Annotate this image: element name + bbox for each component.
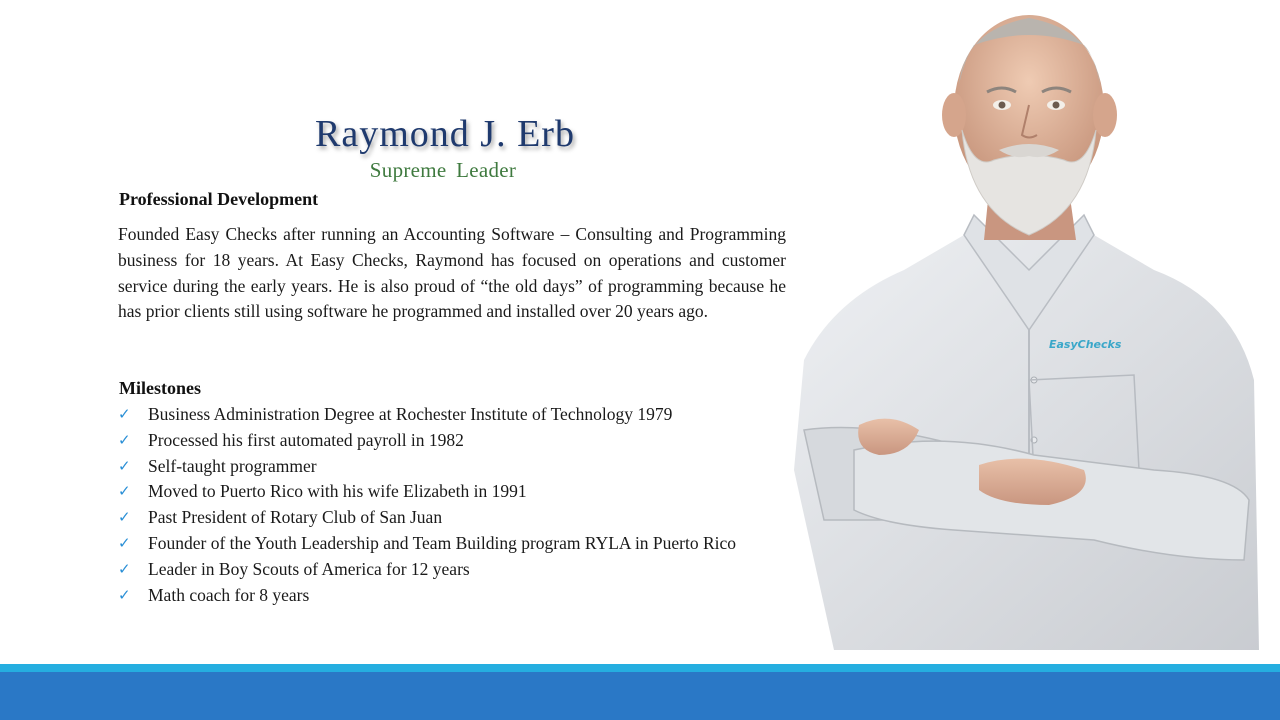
- milestones-heading: Milestones: [119, 378, 201, 398]
- check-icon: ✓: [118, 508, 131, 527]
- list-item: [118, 557, 786, 583]
- milestones-list: [118, 402, 786, 608]
- professional-development-text: Founded Easy Checks after running an Accounting Software – Consulting and Programming business for 18 years. At Easy Checks, Raymond has focused on operations and customer service during the early years. He is also proud of “the old days” of programming because he has prior clients still using software he programmed and installed over 20 years ago.: [118, 224, 786, 322]
- professional-development-heading: Professional Development: [119, 189, 319, 209]
- list-item: [118, 531, 786, 557]
- milestone-text: Math coach for 8 years: [148, 584, 310, 605]
- milestone-text: Self-taught programmer: [148, 455, 317, 476]
- list-item: [118, 583, 786, 609]
- shirt-logo: EasyChecks: [1049, 338, 1122, 351]
- milestone-text: Business Administration Degree at Rochester Institute of Technology 1979: [148, 404, 673, 424]
- milestone-text: Leader in Boy Scouts of America for 12 years: [148, 558, 470, 579]
- milestone-text: Past President of Rotary Club of San Juan: [148, 507, 443, 528]
- person-name: Raymond J. Erb: [315, 113, 575, 155]
- check-icon: ✓: [118, 405, 131, 423]
- list-item: [118, 505, 786, 531]
- check-icon: ✓: [118, 482, 131, 501]
- list-item: [118, 454, 786, 480]
- list-item: [118, 479, 786, 505]
- footer-bar-light: [0, 664, 1280, 672]
- check-icon: ✓: [118, 559, 131, 578]
- footer-bar-dark: [0, 672, 1280, 720]
- check-icon: ✓: [118, 585, 131, 604]
- portrait-photo: [794, 0, 1280, 650]
- milestone-text: Founder of the Youth Leadership and Team Building program RYLA in Puerto Rico: [148, 532, 737, 553]
- check-icon: ✓: [118, 533, 131, 552]
- list-item: [118, 402, 786, 428]
- check-icon: ✓: [118, 430, 131, 449]
- person-title: Supreme Leader: [369, 158, 517, 182]
- milestone-text: Moved to Puerto Rico with his wife Elizabeth in 1991: [148, 481, 527, 502]
- check-icon: ✓: [118, 456, 131, 475]
- list-item: [118, 428, 786, 454]
- milestone-text: Processed his first automated payroll in 1982: [148, 429, 464, 450]
